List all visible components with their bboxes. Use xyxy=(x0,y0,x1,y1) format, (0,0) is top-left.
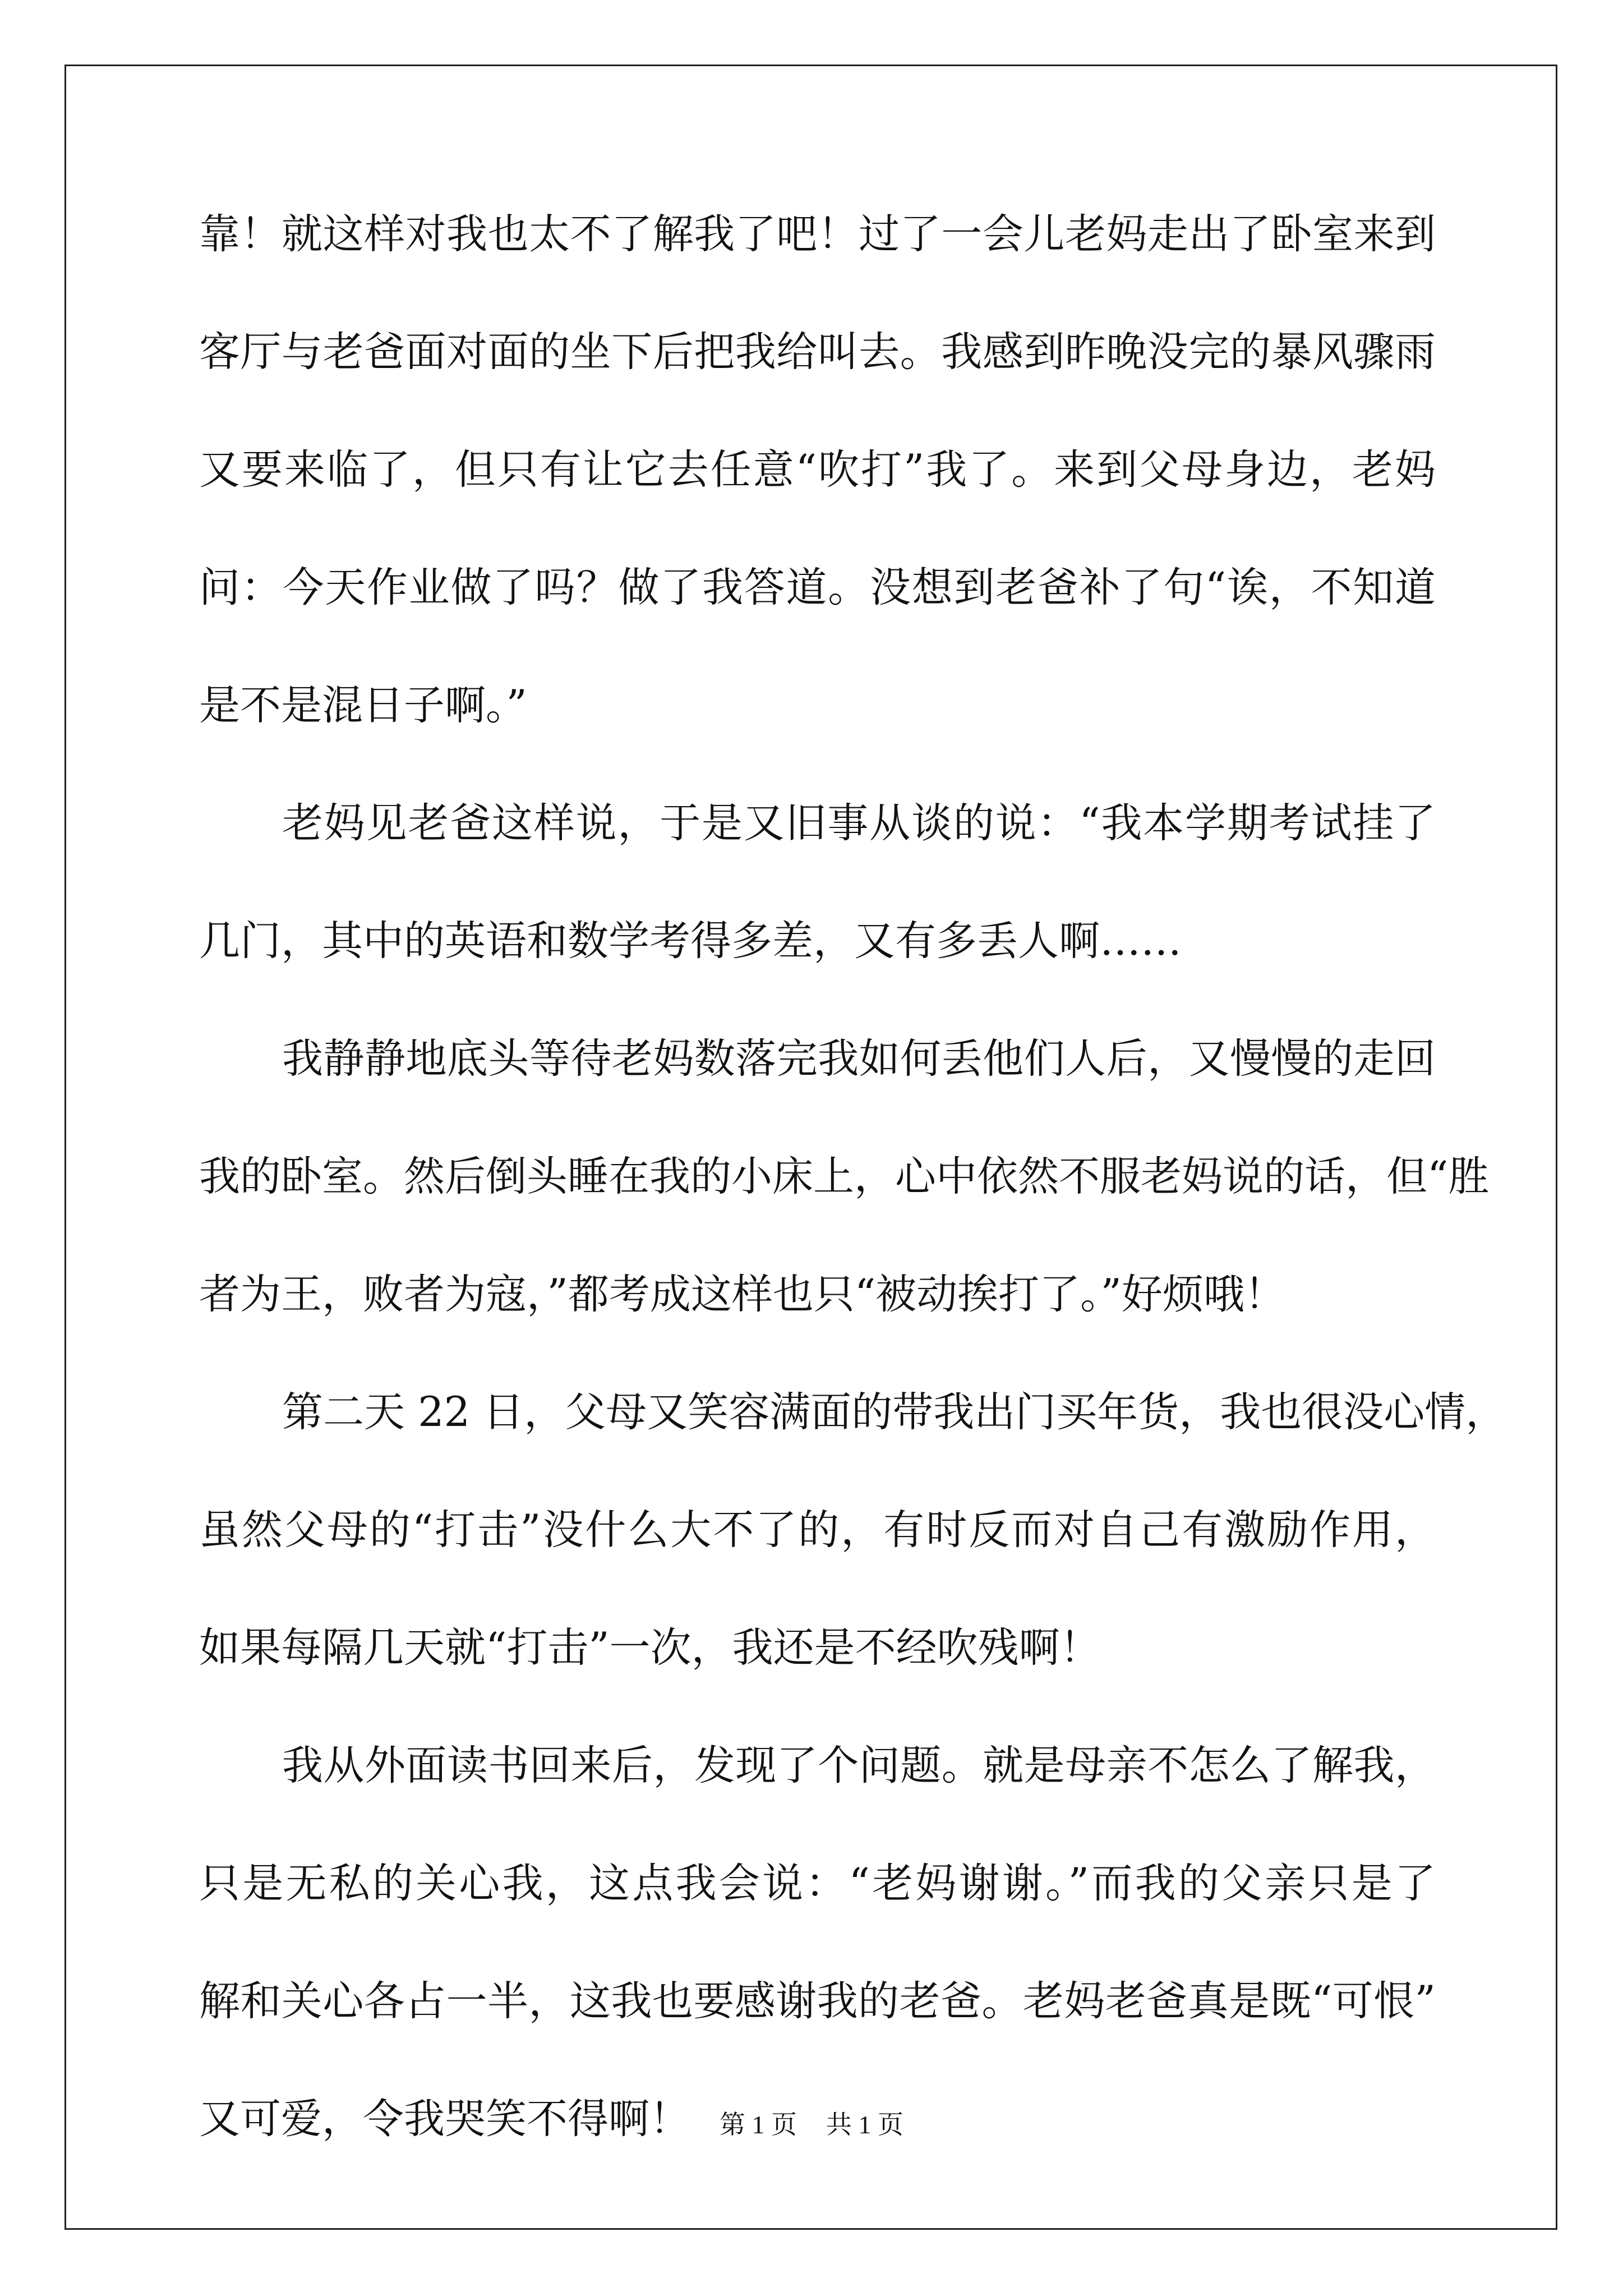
text-line: 虽然父母的“打击”没什么大不了的，有时反而对自己有激励作用， xyxy=(199,1506,1436,1554)
text-line: 又可爱，令我哭笑不得啊！ xyxy=(199,2095,690,2143)
page-number: 第 1 页 xyxy=(720,2110,797,2139)
page-footer xyxy=(0,2112,1623,2138)
text-line: 我静静地底头等待老妈数落完我如何丢他们人后，又慢慢的走回 xyxy=(282,1035,1436,1083)
text-line: 如果每隔几天就“打击”一次，我还是不经吹残啊！ xyxy=(199,1624,1101,1672)
text-line: 老妈见老爸这样说，于是又旧事从谈的说：“我本学期考试挂了 xyxy=(282,799,1436,847)
document-body xyxy=(199,210,1507,2216)
text-line: 第二天 22 日，父母又笑容满面的带我出门买年货，我也很没心情， xyxy=(282,1388,1507,1436)
text-line: 几门，其中的英语和数学考得多差，又有多丢人啊…… xyxy=(199,917,1182,965)
text-line: 我的卧室。然后倒头睡在我的小床上，心中依然不服老妈说的话，但“胜 xyxy=(199,1153,1490,1200)
text-line: 又要来临了，但只有让它去任意“吹打”我了。来到父母身边，老妈 xyxy=(199,446,1436,494)
text-line: 客厅与老爸面对面的坐下后把我给叫去。我感到昨晚没完的暴风骤雨 xyxy=(199,328,1436,376)
text-line: 只是无私的关心我，这点我会说：“老妈谢谢。”而我的父亲只是了 xyxy=(199,1860,1436,1907)
text-line: 问：今天作业做了吗？做了我答道。没想到老爸补了句“诶，不知道 xyxy=(199,564,1436,611)
text-line: 我从外面读书回来后，发现了个问题。就是母亲不怎么了解我， xyxy=(282,1742,1436,1789)
page-count: 共 1 页 xyxy=(826,2110,903,2139)
text-line: 靠！就这样对我也太不了解我了吧！过了一会儿老妈走出了卧室来到 xyxy=(199,210,1436,258)
text-line: 者为王，败者为寇，”都考成这样也只“被动挨打了。”好烦哦！ xyxy=(199,1271,1285,1318)
text-line: 是不是混日子啊。” xyxy=(199,682,527,729)
text-line: 解和关心各占一半，这我也要感谢我的老爸。老妈老爸真是既“可恨” xyxy=(199,1977,1436,2025)
